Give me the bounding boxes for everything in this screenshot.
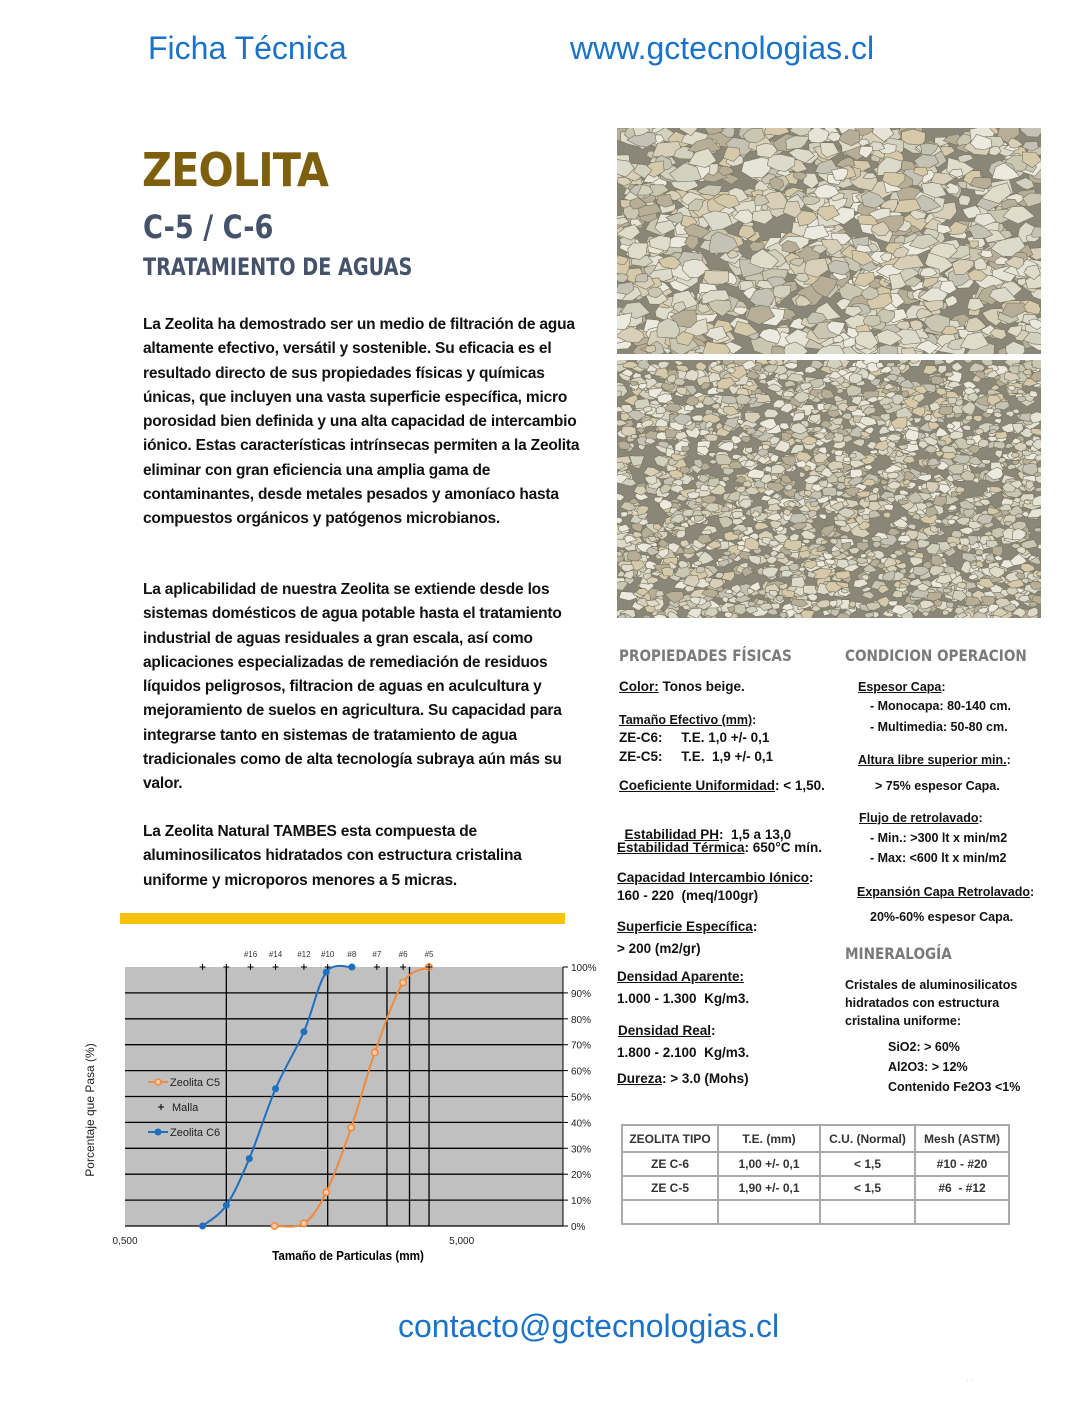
legend-marker-icon (155, 1079, 161, 1085)
table-cell: ZE C-5 (622, 1176, 718, 1200)
prop-effective-size-c6: ZE-C6: T.E. 1,0 +/- 0,1 (619, 730, 770, 745)
prop-ph-value: : 1,5 a 13,0 (719, 827, 792, 842)
prop-color-value: Tonos beige. (658, 679, 745, 694)
prop-hardness-value: : > 3.0 (Mohs) (662, 1071, 749, 1086)
table-cell: ZE C-6 (622, 1152, 718, 1176)
prop-specific-surface-label: Superficie Específica (617, 919, 753, 934)
op-bed-expansion (857, 883, 1034, 901)
table-cell: < 1,5 (820, 1152, 915, 1176)
contact-email-link[interactable]: contacto@gctecnologias.cl (398, 1308, 780, 1344)
mineralogy-heading: MINERALOGÍA (845, 944, 952, 963)
prop-specific-surface (617, 918, 757, 936)
zeolita-c5-point (348, 1124, 354, 1130)
zeolita-c6-point (348, 964, 355, 971)
table-cell: 1,00 +/- 0,1 (718, 1152, 820, 1176)
op-bed-depth-label: Espesor Capa (858, 680, 942, 694)
accent-divider (120, 913, 565, 924)
x-tick-label: 5,000 (449, 1236, 475, 1247)
mineralogy-al2o3: Al2O3: > 12% (888, 1060, 968, 1074)
product-application: TRATAMIENTO DE AGUAS (143, 253, 413, 281)
table-cell: #10 - #20 (915, 1152, 1009, 1176)
prop-bulk-density-value: 1.000 - 1.300 Kg/m3. (617, 991, 750, 1006)
mineralogy-sio2: SiO2: > 60% (888, 1040, 960, 1054)
y-tick-label: 90% (571, 988, 592, 1000)
document-type-label: Ficha Técnica (148, 30, 347, 66)
y-tick-label: 20% (571, 1170, 592, 1182)
applications-paragraph: La aplicabilidad de nuestra Zeolita se extiende desde los sistemas domésticos de agua potable hasta el tratamiento industrial de aguas residuales a gran escala, así como aplicaciones especializadas de remediación de residuos líquidos peligrosos, filtracion de aguas en aculcultura y mejoramiento de suelos en agricultura. Su capacidad para integrarse tanto en sistemas de tratamiento de agua tradicionales como de alta tecnología subraya aún más su valor. (143, 581, 562, 793)
intro-paragraph: La Zeolita ha demostrado ser un medio de filtración de agua altamente efectivo, versátil y sostenible. Su eficacia es el resultado directo de sus propiedades físicas y químicas únicas, que incluyen una vasta superficie específica, micro porosidad bien definida y una alta capacidad de intercambio iónico. Estas características intrínsecas permiten a la Zeolita eliminar con gran eficiencia una amplia gama de contaminantes, desde metales pesados y amoníaco hasta compuestos orgánicos y patógenos microbianos. (143, 316, 580, 528)
table-row (622, 1200, 1009, 1224)
table-header: T.E. (mm) (718, 1125, 820, 1152)
mesh-label: #5 (424, 950, 434, 959)
mesh-label: #8 (347, 950, 357, 959)
mineralogy-desc-line3: cristalina uniforme: (845, 1014, 961, 1028)
spec-table (621, 1124, 1010, 1225)
prop-color-label: Color: (619, 679, 659, 694)
prop-thermal-label: Estabilidad Térmica (617, 840, 745, 855)
legend-marker-icon (155, 1129, 162, 1136)
mineralogy-desc-line1: Cristales de aluminosilicatos (845, 978, 1018, 992)
colon: : (941, 680, 946, 694)
x-tick-labels (112, 1236, 474, 1247)
zeolita-c6-point (272, 1085, 279, 1092)
website-link[interactable]: www.gctecnologias.cl (570, 30, 875, 66)
table-header: ZEOLITA TIPO (622, 1125, 718, 1152)
operating-conditions-heading: CONDICION OPERACION (845, 646, 1027, 665)
table-cell (820, 1200, 915, 1224)
op-backwash-flow-label: Flujo de retrolavado (859, 811, 979, 825)
grain-size-chart (70, 940, 610, 1270)
zeolita-c6-point (246, 1155, 253, 1162)
table-cell: < 1,5 (820, 1176, 915, 1200)
x-axis-label: Tamaño de Particulas (mm) (272, 1248, 424, 1264)
table-cell (915, 1200, 1009, 1224)
prop-bulk-density-label: Densidad Aparente: (617, 969, 745, 984)
y-tick-label: 50% (571, 1092, 592, 1104)
prop-bulk-density (617, 968, 744, 986)
y-tick-label: 70% (571, 1040, 592, 1052)
zeolita-c6-point (323, 969, 330, 976)
prop-uniformity (619, 777, 825, 795)
op-bed-expansion-label: Expansión Capa Retrolavado (857, 885, 1030, 899)
mineralogy-desc-line2: hidratados con estructura (845, 996, 1000, 1010)
op-freeboard-label: Altura libre superior min. (858, 753, 1007, 767)
table-cell (622, 1200, 718, 1224)
prop-effective-size-c5: ZE-C5: T.E. 1,9 +/- 0,1 (619, 749, 774, 764)
prop-effective-size (619, 711, 756, 729)
composition-paragraph: La Zeolita Natural TAMBES esta compuesta de aluminosilicatos hidratados con estructura cristalina uniforme y microporos menores a 5 micras. (143, 823, 522, 889)
legend-entry-zeolita-c5: Zeolita C5 (170, 1077, 221, 1089)
product-title: ZEOLITA (142, 143, 329, 197)
y-tick-label: 80% (571, 1014, 592, 1026)
y-tick-label: 0% (571, 1222, 586, 1233)
page-marker: · · (966, 1376, 974, 1385)
y-tick-labels (571, 963, 597, 1233)
mesh-label: #6 (398, 950, 408, 959)
mesh-label: #10 (321, 950, 335, 959)
mesh-label: #7 (372, 950, 382, 959)
op-bed-expansion-value: 20%-60% espesor Capa. (870, 910, 1014, 924)
prop-specific-surface-value: > 200 (m2/gr) (617, 941, 701, 956)
op-backwash-flow (859, 809, 983, 827)
prop-ph-label: Estabilidad PH (624, 827, 720, 842)
colon: : (752, 713, 757, 727)
mineralogy-fe2o3: Contenido Fe2O3 <1% (888, 1080, 1021, 1094)
zeolita-c5-point (271, 1223, 277, 1229)
zeolita-c5-point (372, 1049, 378, 1055)
y-axis-label: Porcentaje que Pasa (%) (83, 1043, 97, 1177)
y-tick-label: 10% (571, 1196, 592, 1208)
legend-entry-zeolita-c6: Zeolita C6 (170, 1127, 221, 1139)
table-cell (718, 1200, 820, 1224)
prop-ion-exchange-value: 160 - 220 (meq/100gr) (617, 888, 759, 903)
prop-ion-exchange-label: Capacidad Intercambio Iónico (617, 870, 810, 885)
op-bed-depth (858, 678, 946, 696)
prop-effective-size-label: Tamaño Efectivo (mm) (619, 713, 753, 727)
prop-real-density-value: 1.800 - 2.100 Kg/m3. (617, 1045, 750, 1060)
legend-entry-malla: Malla (172, 1102, 199, 1114)
table-row (622, 1176, 1009, 1200)
op-backwash-min: - Min.: >300 lt x min/m2 (870, 831, 1008, 845)
prop-hardness-label: Dureza (617, 1071, 663, 1086)
mesh-label: #14 (268, 950, 283, 959)
op-bed-depth-multi: - Multimedia: 50-80 cm. (870, 720, 1008, 734)
zeolita-c5-point (323, 1189, 329, 1195)
zeolita-c5-point (301, 1220, 307, 1226)
colon: : (752, 919, 758, 934)
y-tick-label: 30% (571, 1144, 592, 1156)
zeolita-c6-point (199, 1223, 206, 1230)
x-tick-label: 0,500 (112, 1236, 138, 1247)
colon: : (978, 811, 983, 825)
zeolita-photo-coarse (617, 128, 1041, 354)
prop-hardness (617, 1070, 749, 1088)
prop-thermal-stability (617, 839, 822, 857)
op-freeboard-value: > 75% espesor Capa. (875, 779, 1000, 793)
colon: : (1006, 753, 1011, 767)
prop-real-density (618, 1022, 716, 1040)
y-tick-label: 40% (571, 1118, 592, 1130)
zeolita-photo-fine (617, 360, 1041, 618)
prop-thermal-value: : 650°C mín. (744, 840, 822, 855)
colon: : (711, 1023, 716, 1038)
y-tick-label: 100% (571, 963, 597, 974)
table-cell: 1,90 +/- 0,1 (718, 1176, 820, 1200)
prop-ion-exchange (617, 869, 814, 887)
table-cell: #6 - #12 (915, 1176, 1009, 1200)
table-row (622, 1152, 1009, 1176)
mesh-labels (244, 950, 434, 959)
table-header: Mesh (ASTM) (915, 1125, 1009, 1152)
prop-uniformity-label: Coeficiente Uniformidad (619, 778, 776, 793)
colon: : (1029, 885, 1035, 899)
prop-color (619, 678, 745, 696)
mesh-label: #16 (243, 950, 258, 959)
table-header-row (622, 1125, 1009, 1152)
physical-properties-heading: PROPIEDADES FÍSICAS (619, 646, 792, 665)
product-grades: C-5 / C-6 (143, 208, 274, 246)
prop-real-density-label: Densidad Real (618, 1023, 712, 1038)
mesh-label: #12 (297, 950, 311, 959)
zeolita-c6-point (300, 1028, 307, 1035)
op-bed-depth-mono: - Monocapa: 80-140 cm. (870, 699, 1012, 713)
zeolita-c6-point (223, 1202, 230, 1209)
table-header: C.U. (Normal) (820, 1125, 915, 1152)
zeolita-c5-point (400, 979, 406, 985)
op-backwash-max: - Max: <600 lt x min/m2 (870, 851, 1007, 865)
prop-uniformity-value: : < 1,50. (775, 778, 825, 793)
op-freeboard (858, 751, 1011, 769)
y-tick-label: 60% (571, 1066, 592, 1078)
colon: : (809, 870, 814, 885)
